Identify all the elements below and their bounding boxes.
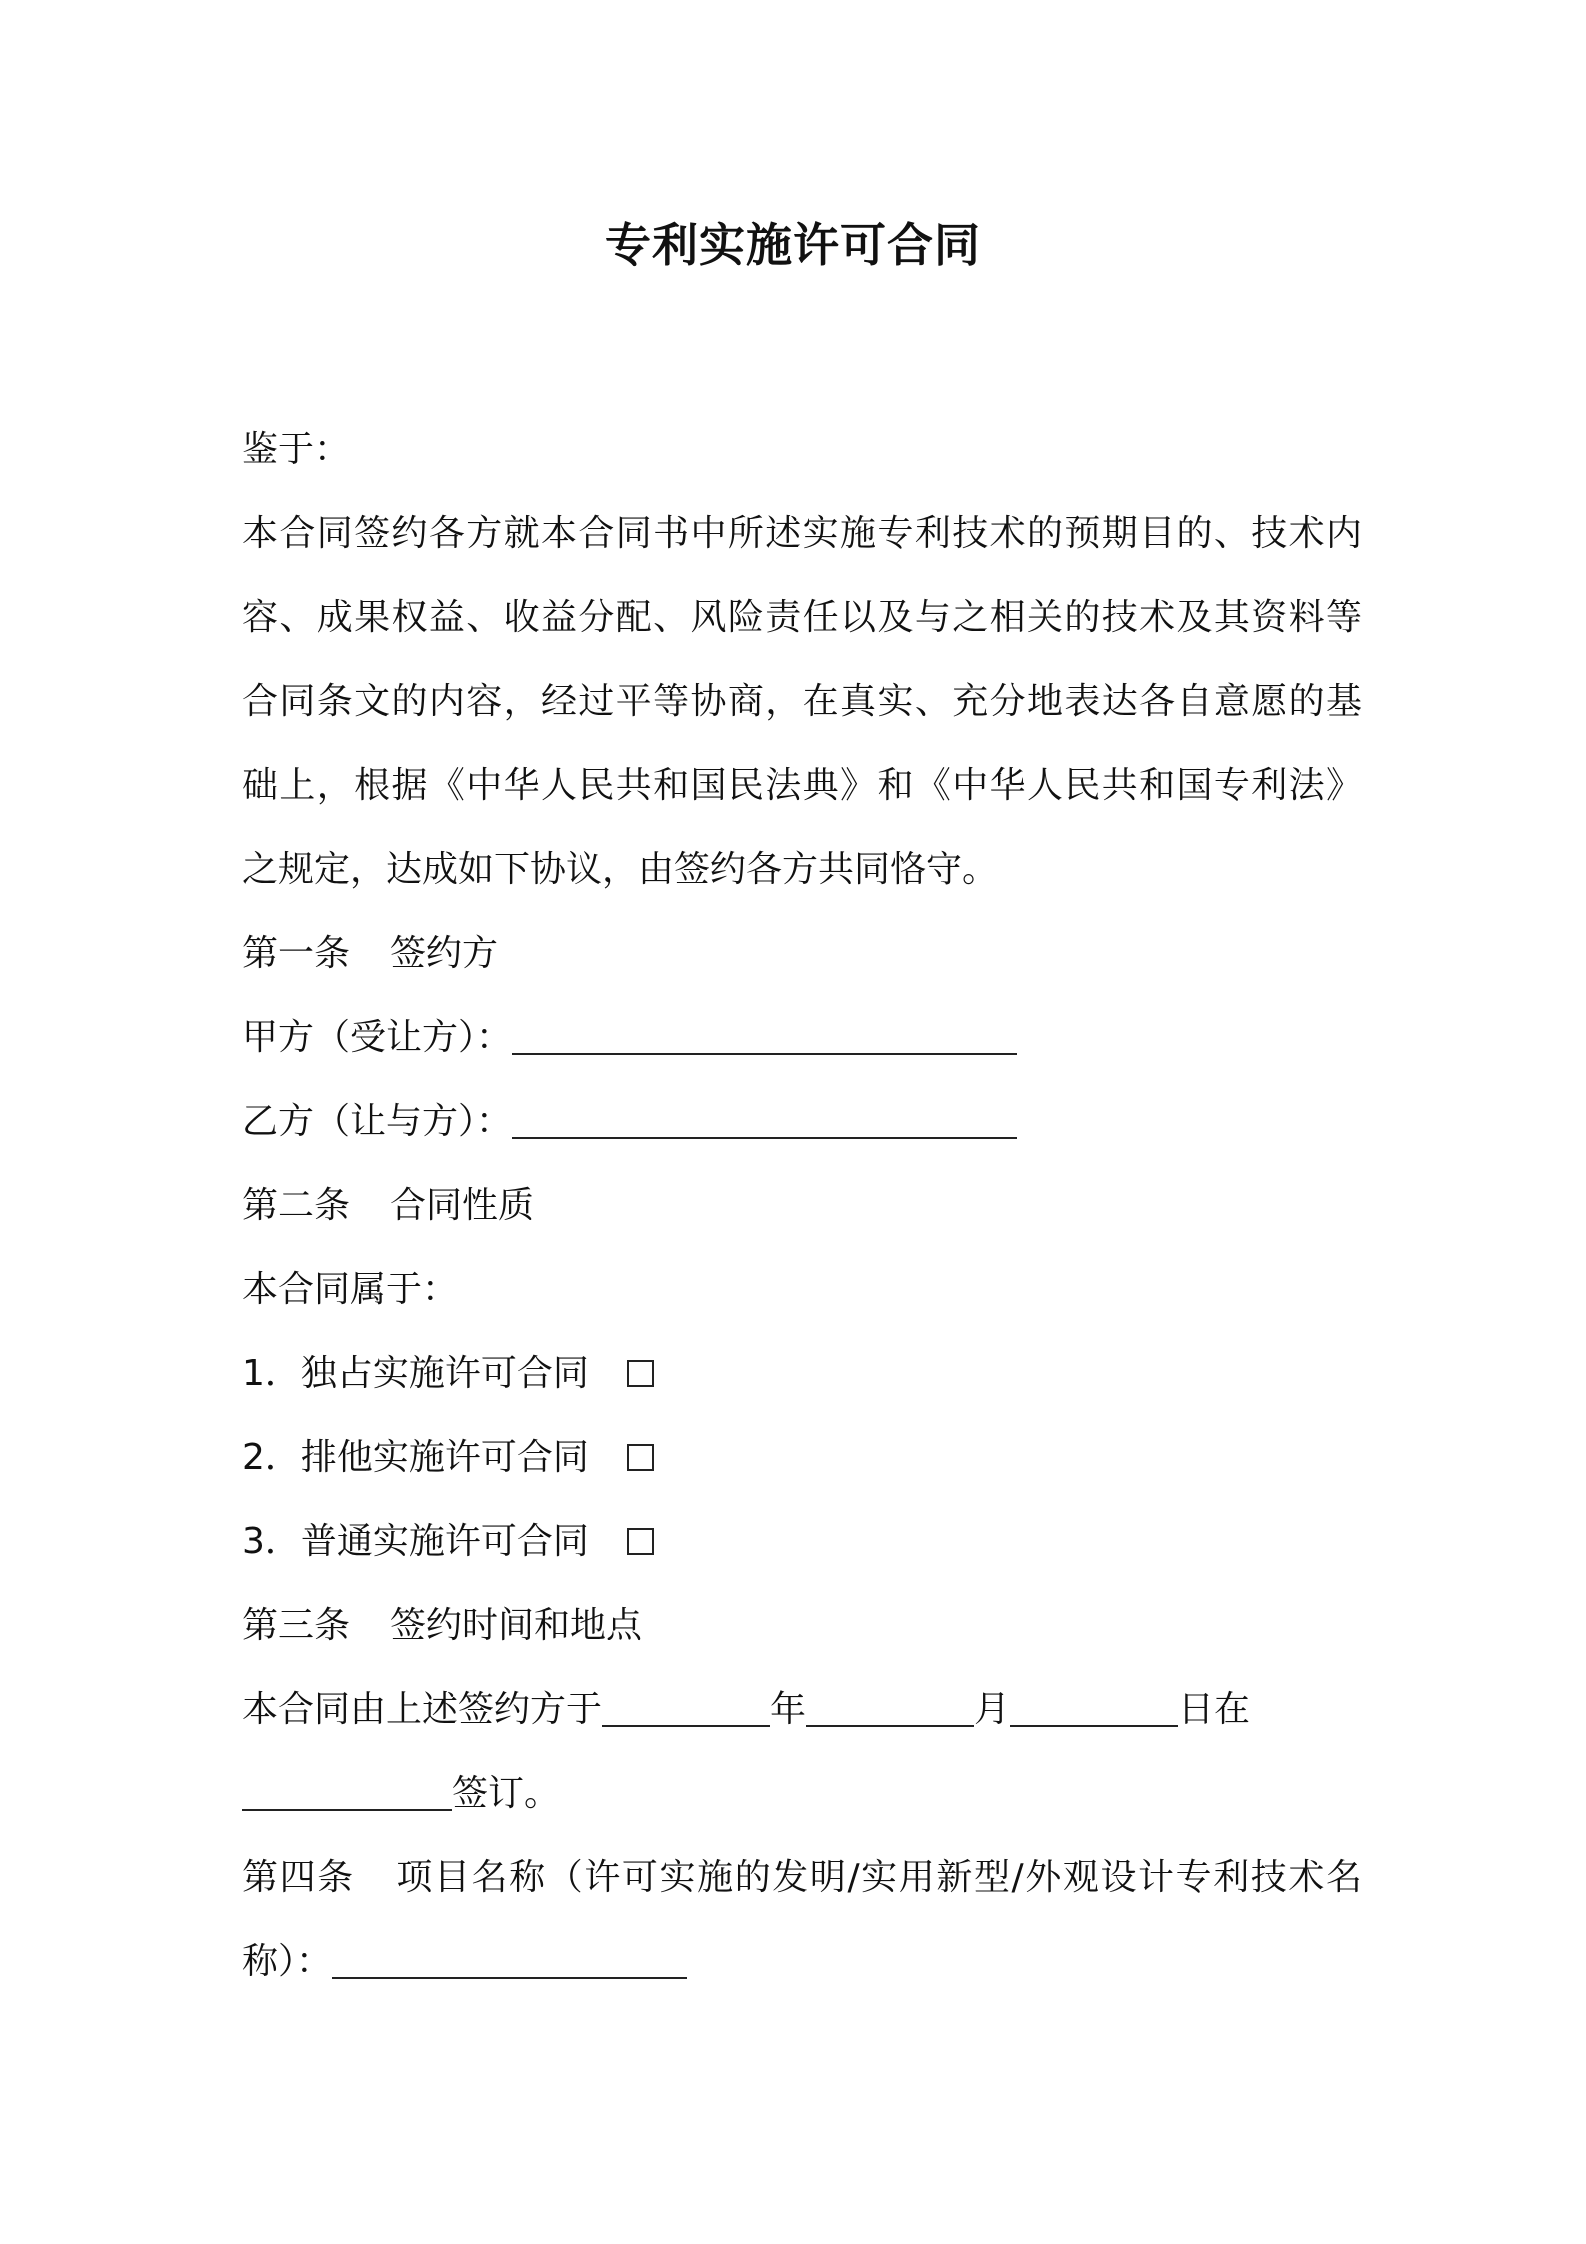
- party-a-blank[interactable]: [512, 1019, 1017, 1055]
- preamble-line-1: 本合同签约各方就本合同书中所述实施专利技术的预期目的、技术内: [242, 513, 1362, 554]
- preamble-heading: 鉴于：: [242, 429, 351, 470]
- checkbox-sole[interactable]: [627, 1444, 654, 1471]
- article-3-place-row: [242, 1752, 1362, 1836]
- article-3-date-row: [242, 1668, 1362, 1752]
- day-blank[interactable]: [1010, 1691, 1178, 1727]
- article-3-text-start: 本合同由上述签约方于: [242, 1689, 603, 1730]
- preamble-line-4: 础上，根据《中华人民共和国民法典》和《中华人民共和国专利法》: [242, 765, 1362, 806]
- option-label-sole: 2．排他实施许可合同: [242, 1437, 589, 1478]
- party-b-blank[interactable]: [512, 1103, 1017, 1139]
- article-2-number: 第二条: [242, 1185, 351, 1226]
- month-label: 月: [974, 1689, 1011, 1730]
- article-4-name-row: [242, 1920, 1362, 2004]
- party-b-row: [242, 1080, 1362, 1164]
- article-3-number: 第三条: [242, 1605, 351, 1646]
- option-label-ordinary: 3．普通实施许可合同: [242, 1521, 589, 1562]
- option-row-2: [242, 1416, 1362, 1500]
- option-label-exclusive: 1．独占实施许可合同: [242, 1353, 589, 1394]
- preamble-line-5: 之规定，达成如下协议，由签约各方共同恪守。: [242, 849, 999, 890]
- article-2-title: 合同性质: [390, 1185, 535, 1226]
- article-3-title: 签约时间和地点: [390, 1605, 643, 1646]
- checkbox-exclusive[interactable]: [627, 1360, 654, 1387]
- signed-label: 签订。: [452, 1773, 561, 1814]
- month-blank[interactable]: [806, 1691, 974, 1727]
- option-row-1: [242, 1332, 1362, 1416]
- project-name-blank[interactable]: [332, 1943, 687, 1979]
- year-label: 年: [770, 1689, 807, 1730]
- party-a-label: 甲方（受让方）：: [242, 1017, 513, 1058]
- article-2-intro: 本合同属于：: [242, 1269, 459, 1310]
- article-4-number: 第四条: [242, 1857, 355, 1898]
- article-4-title-line-2: 称）：: [242, 1941, 333, 1982]
- day-at-label: 日在: [1178, 1689, 1251, 1730]
- article-4-title-line-1: 项目名称（许可实施的发明/实用新型/外观设计专利技术名: [394, 1857, 1362, 1898]
- article-1-heading: [242, 912, 1362, 996]
- place-blank[interactable]: [242, 1775, 452, 1811]
- article-3-heading: [242, 1584, 1362, 1668]
- preamble-line-3: 合同条文的内容，经过平等协商，在真实、充分地表达各自意愿的基: [242, 681, 1362, 722]
- document-title: 专利实施许可合同: [605, 218, 981, 272]
- article-2-heading: [242, 1164, 1362, 1248]
- document-body: [242, 408, 1362, 2004]
- article-4-heading: [242, 1836, 1362, 1920]
- preamble-line-2: 容、成果权益、收益分配、风险责任以及与之相关的技术及其资料等: [242, 597, 1362, 638]
- checkbox-ordinary[interactable]: [627, 1528, 654, 1555]
- option-row-3: [242, 1500, 1362, 1584]
- article-1-title: 签约方: [390, 933, 499, 974]
- party-a-row: [242, 996, 1362, 1080]
- year-blank[interactable]: [602, 1691, 770, 1727]
- party-b-label: 乙方（让与方）：: [242, 1101, 513, 1142]
- article-1-number: 第一条: [242, 933, 351, 974]
